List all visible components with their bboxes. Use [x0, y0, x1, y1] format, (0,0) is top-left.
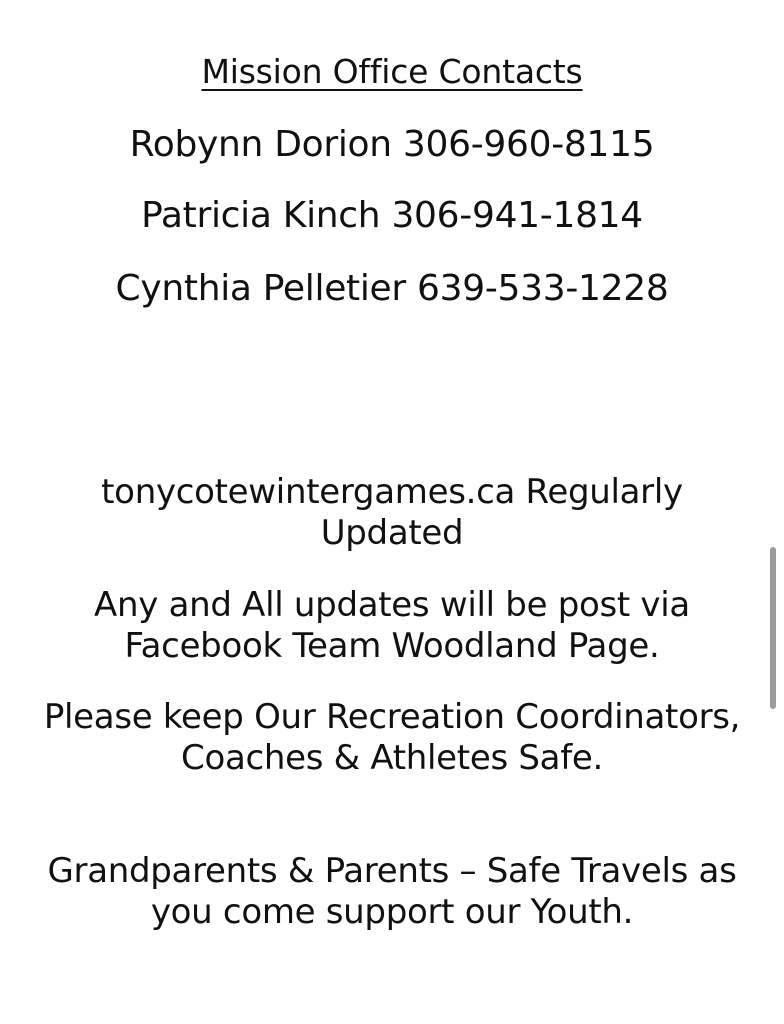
website-notice: tonycotewintergames.ca Regularly Updated: [101, 472, 683, 553]
travel-notice: Grandparents & Parents – Safe Travels as you come support our Youth.: [47, 851, 737, 932]
contact-cynthia-pelletier: Cynthia Pelletier 639-533-1228: [115, 268, 669, 309]
facebook-notice: Any and All updates will be post via Facebook Team Woodland Page.: [94, 585, 690, 666]
safety-notice: Please keep Our Recreation Coordinators, Coaches & Athletes Safe.: [43, 697, 741, 778]
contacts-heading: Mission Office Contacts: [201, 52, 583, 91]
contact-patricia-kinch: Patricia Kinch 306-941-1814: [141, 195, 643, 236]
contact-robynn-dorion: Robynn Dorion 306-960-8115: [129, 124, 655, 165]
vertical-scrollbar[interactable]: [770, 547, 776, 709]
